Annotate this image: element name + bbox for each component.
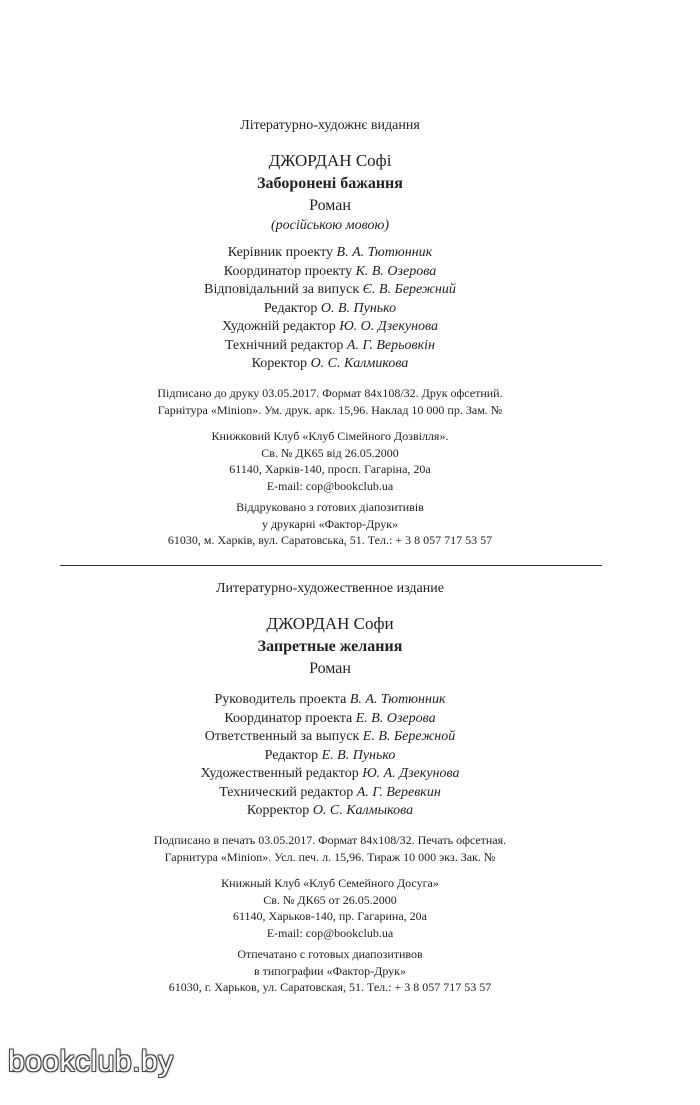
printer-line: Отпечатано с готовых диапозитивов — [237, 947, 423, 961]
publisher-line: Книжковий Клуб «Клуб Сімейного Дозвілля». — [211, 429, 449, 443]
publisher-line: Св. № ДК65 від 26.05.2000 — [261, 445, 399, 460]
credit-line — [0, 244, 660, 263]
credit-name: Є. В. Бережний — [362, 282, 456, 297]
credit-line — [0, 691, 660, 710]
credit-name: О. С. Калмыкова — [312, 803, 414, 818]
credit-line — [0, 728, 660, 747]
credit-role: Художній редактор — [221, 319, 336, 334]
credit-line — [0, 300, 660, 319]
credit-role: Руководитель проекта — [214, 692, 347, 707]
credit-role: Редактор — [263, 300, 318, 316]
credit-line — [0, 747, 660, 766]
credit-line — [0, 784, 660, 803]
credit-name: В. А. Тютюнник — [349, 692, 446, 707]
publisher-line: Книжный Клуб «Клуб Семейного Досуга» — [221, 876, 439, 890]
uk-genre: Літературно-художнє видання — [240, 118, 420, 133]
credit-name: О. С. Калмикова — [310, 356, 409, 371]
credit-name: Ю. О. Дзекунова — [339, 319, 439, 334]
credit-role: Коректор — [251, 356, 308, 371]
credit-line — [0, 710, 660, 729]
printer-line: в типографии «Фактор-Друк» — [253, 963, 407, 978]
credit-name: А. Г. Веревкин — [356, 784, 441, 800]
uk-print-info — [0, 385, 660, 418]
credit-role: Ответственный за выпуск — [204, 729, 360, 744]
publisher-line: 61140, Харків-140, просп. Гагаріна, 20а — [229, 462, 431, 476]
print-info-line: Підписано до друку 03.05.2017. Формат 84x108/32. Друк офсетний. — [157, 386, 503, 400]
publisher-line: Св. № ДК65 от 26.05.2000 — [263, 892, 397, 907]
credit-role: Редактор — [264, 747, 319, 763]
printer-line: у друкарні «Фактор-Друк» — [261, 516, 399, 531]
credit-line — [0, 802, 660, 821]
ru-print-info — [0, 832, 660, 865]
credit-name: А. Г. Верьовкін — [346, 337, 435, 353]
printer-line: 61030, м. Харків, вул. Саратовська, 51. Тел.: + 3 8 057 717 53 57 — [167, 533, 493, 547]
uk-printer — [0, 499, 660, 549]
credit-line — [0, 355, 660, 374]
ru-publisher — [0, 875, 660, 941]
credit-role: Керівник проекту — [227, 245, 334, 260]
credit-name: К. В. Озерова — [355, 263, 437, 279]
ru-type: Роман — [309, 660, 351, 677]
credit-name: О. В. Пунько — [320, 300, 397, 316]
section-divider — [60, 565, 602, 566]
credit-role: Технічний редактор — [225, 337, 344, 353]
print-info-line: Гарнитура «Minion». Усл. печ. л. 15,96. Тираж 10 000 экз. Зак. № — [164, 849, 496, 864]
printer-line: Віддруковано з готових діапозитивів — [236, 500, 424, 514]
uk-title: Заборонені бажання — [257, 175, 403, 192]
uk-credits — [0, 244, 660, 374]
ru-author: ДЖОРДАН Софи — [266, 614, 394, 633]
watermark-logo: bookclub.by — [8, 1045, 174, 1078]
ru-credits — [0, 691, 660, 821]
uk-publisher — [0, 428, 660, 494]
credit-name: Е. В. Озерова — [355, 710, 436, 726]
credit-line — [0, 281, 660, 300]
publisher-line: 61140, Харьков-140, пр. Гагарина, 20а — [232, 909, 428, 923]
uk-language-note: (російською мовою) — [270, 218, 390, 233]
credit-role: Координатор проекту — [223, 263, 353, 279]
credit-role: Координатор проекта — [224, 710, 353, 726]
printer-line: 61030, г. Харьков, ул. Саратовская, 51. Тел.: + 3 8 057 717 53 57 — [168, 980, 492, 994]
credit-line — [0, 765, 660, 784]
credit-name: Е. В. Бережной — [362, 729, 456, 744]
credit-role: Технический редактор — [219, 784, 354, 800]
print-info-line: Подписано в печать 03.05.2017. Формат 84x108/32. Печать офсетная. — [153, 833, 507, 847]
credit-name: В. А. Тютюнник — [336, 245, 433, 260]
publisher-line: E-mail: cop@bookclub.ua — [266, 925, 394, 940]
uk-type: Роман — [309, 197, 351, 214]
credit-role: Художественный редактор — [200, 766, 359, 781]
uk-author: ДЖОРДАН Софі — [268, 151, 392, 170]
print-info-line: Гарнітура «Minion». Ум. друк. арк. 15,96. Наклад 10 000 пр. Зам. № — [157, 402, 503, 417]
credit-name: Е. В. Пунько — [321, 747, 396, 763]
ru-genre: Литературно-художественное издание — [216, 581, 444, 596]
ru-printer — [0, 946, 660, 996]
credit-name: Ю. А. Дзекунова — [362, 766, 460, 781]
credit-role: Відповідальний за випуск — [204, 282, 360, 297]
publisher-line: E-mail: cop@bookclub.ua — [266, 478, 394, 493]
credit-line — [0, 318, 660, 337]
credit-line — [0, 263, 660, 282]
credit-role: Корректор — [246, 803, 310, 818]
credit-line — [0, 337, 660, 356]
ru-title: Запретные желания — [257, 638, 403, 655]
